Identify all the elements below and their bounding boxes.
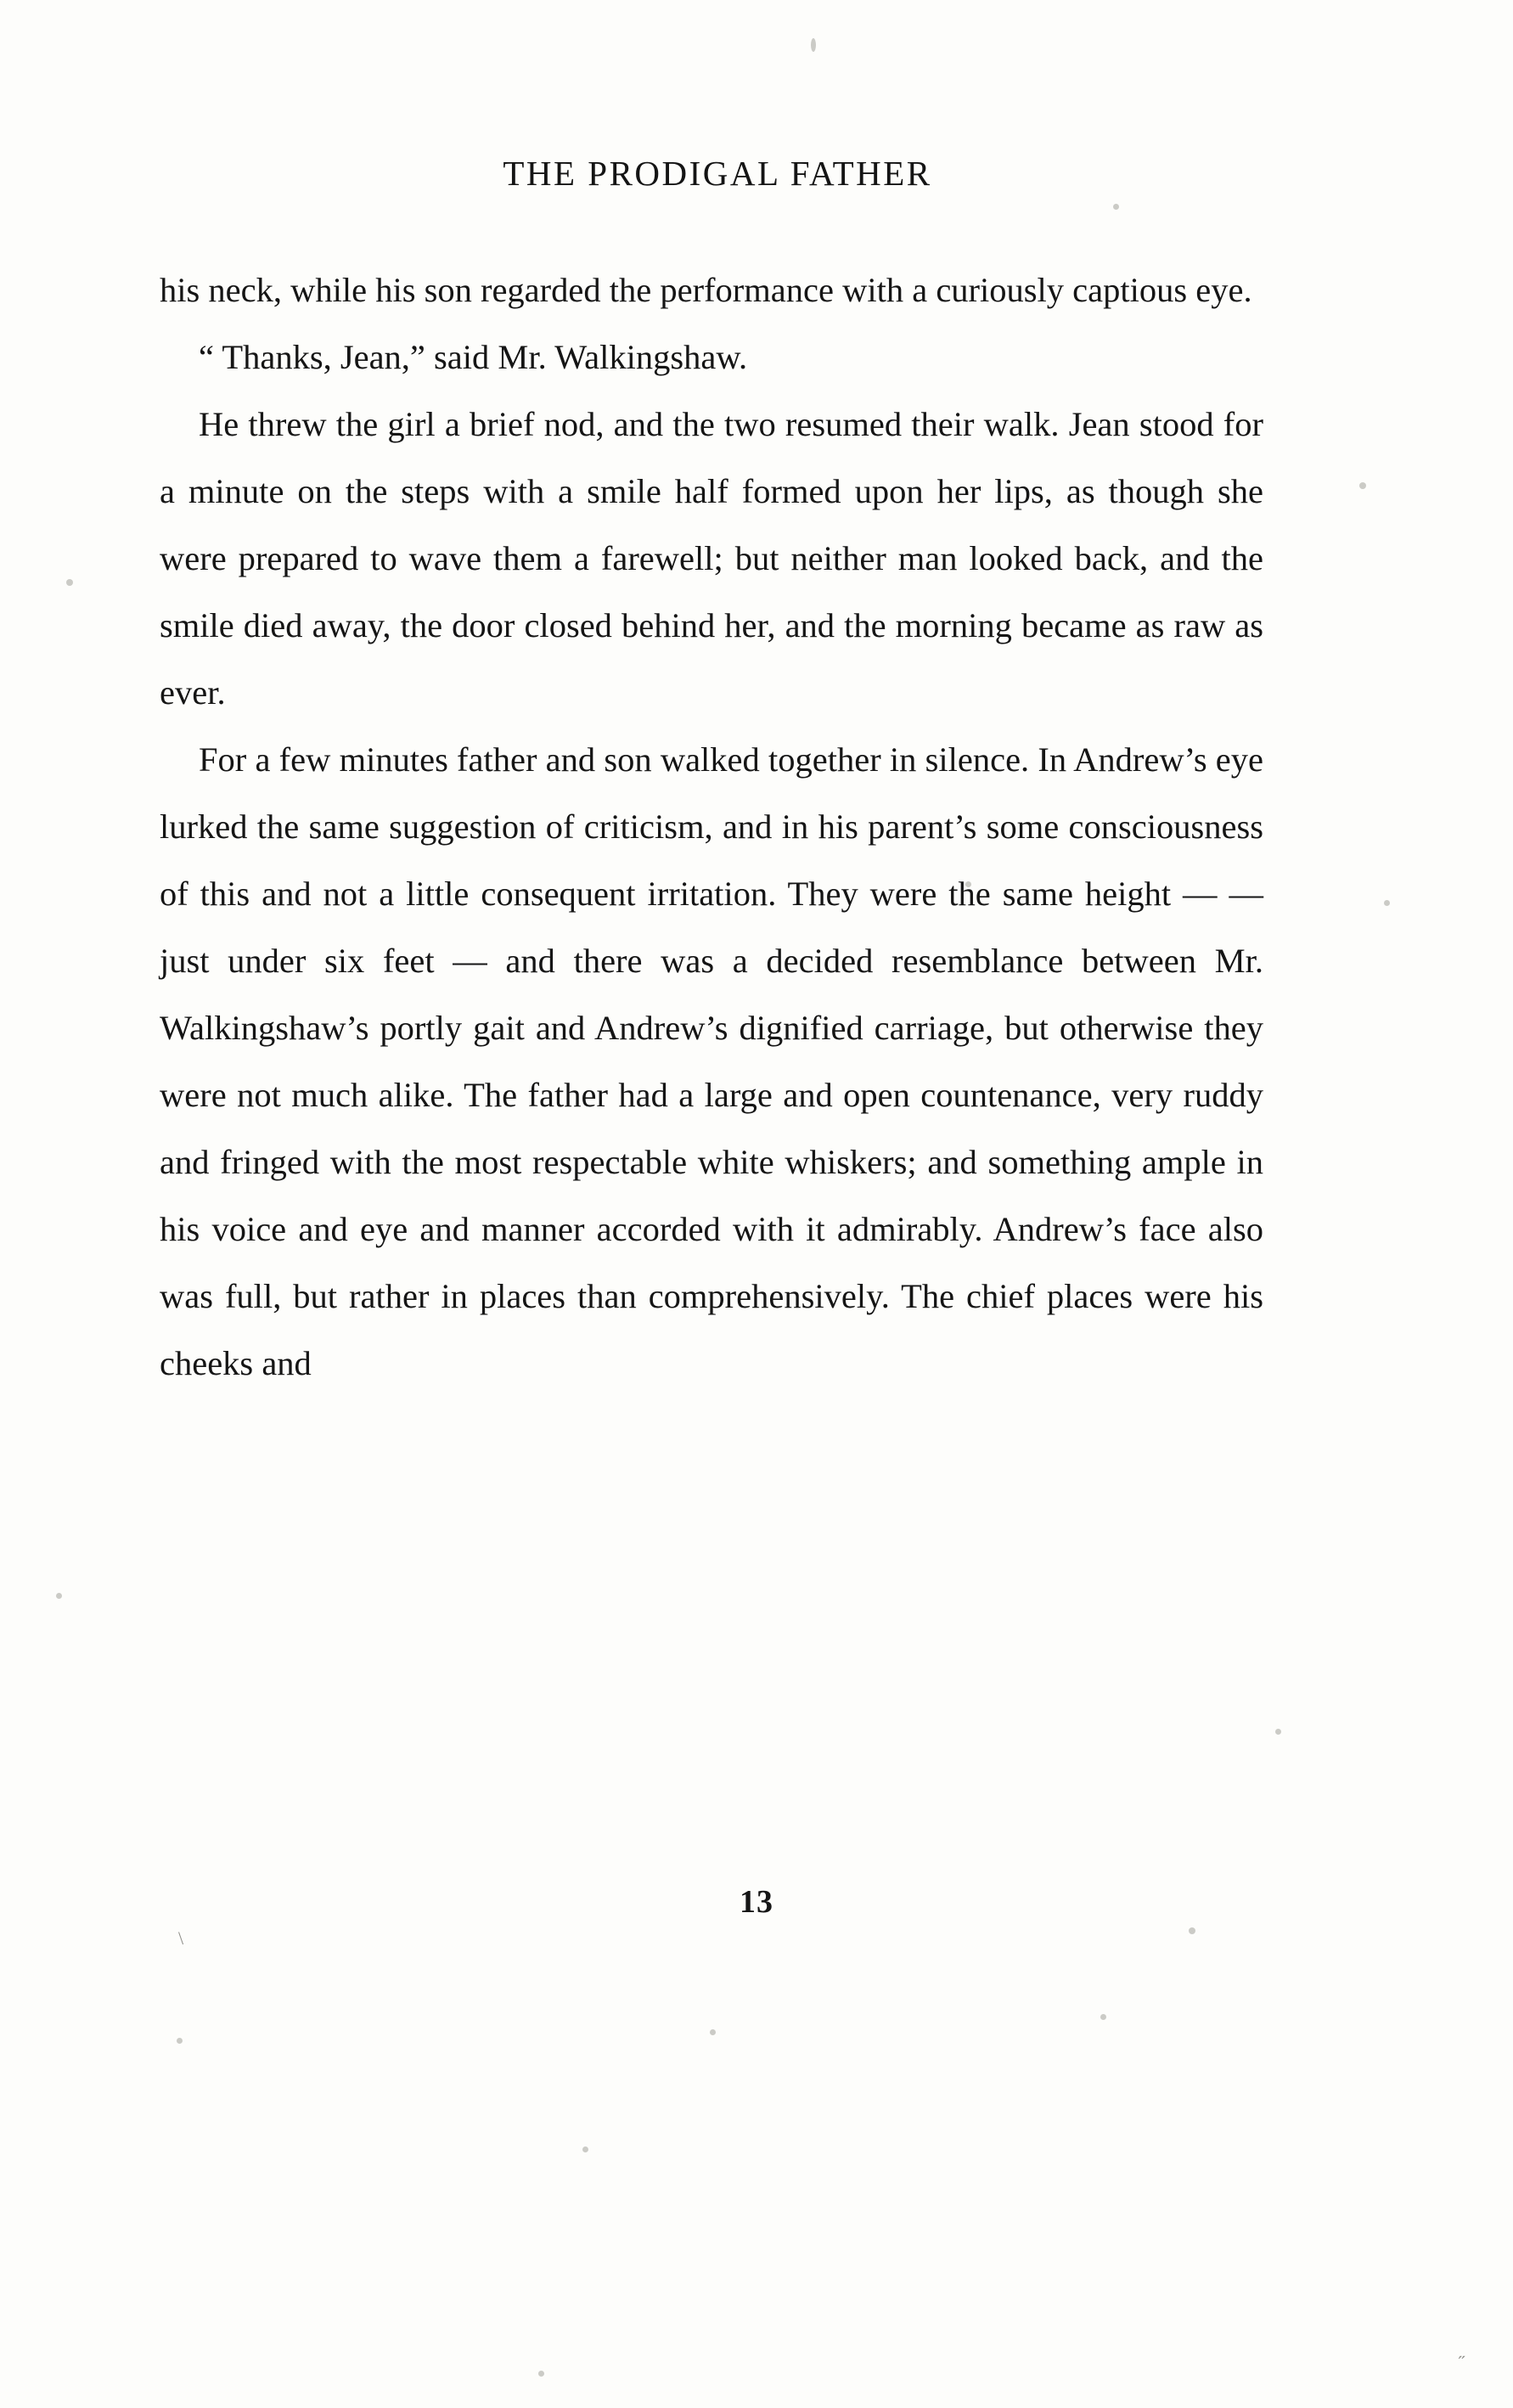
paragraph-text: “ Thanks, Jean,” said Mr. Walkingshaw. bbox=[199, 338, 748, 376]
scan-speck bbox=[582, 2146, 588, 2152]
paragraph bbox=[160, 324, 1263, 391]
paragraph-text: He threw the girl a brief nod, and the two resumed their walk. Jean stood for a minute on the steps with a smile half formed upon her lips, as though she were prepared to wave them a farewell; but neither man looked back, and the smile died away, the door closed behind her, and the morning became as raw as ever. bbox=[160, 405, 1263, 712]
page-title: THE PRODIGAL FATHER bbox=[503, 154, 932, 193]
scan-edge-mark: ˝ bbox=[1459, 2352, 1465, 2373]
body-text bbox=[160, 256, 1263, 1397]
scan-speck bbox=[1189, 1927, 1195, 1934]
scan-speck bbox=[66, 579, 73, 586]
page-content bbox=[160, 153, 1263, 1397]
scan-speck bbox=[1384, 900, 1390, 906]
scan-speck bbox=[1100, 2014, 1106, 2020]
page-number: 13 bbox=[740, 1884, 773, 1920]
scan-speck bbox=[177, 2038, 183, 2044]
scan-speck bbox=[56, 1593, 62, 1599]
scan-speck bbox=[710, 2029, 716, 2035]
paragraph bbox=[160, 256, 1263, 324]
paragraph bbox=[160, 391, 1263, 726]
scan-edge-mark: \ bbox=[178, 1927, 184, 1949]
scan-speck bbox=[538, 2371, 544, 2377]
scan-speck bbox=[1359, 482, 1366, 489]
paragraph bbox=[160, 726, 1263, 1397]
paragraph-text: For a few minutes father and son walked together in silence. In Andrew’s eye lurked the same suggestion of criticism, and in his parent’s some consciousness of this and not a little consequent irritation. They were the same height — — just under six feet — and there was a decided resemblance between Mr. Walkingshaw’s portly gait and Andrew’s dignified carriage, but otherwise they were not much alike. The father had a large and open countenance, very ruddy and fringed with the most respectable white whiskers; and something ample in his voice and eye and manner accorded with it admirably. Andrew’s face also was full, but rather in places than comprehensively. The chief places were his cheeks and bbox=[160, 740, 1263, 1382]
scan-speck bbox=[1275, 1729, 1281, 1735]
scan-speck bbox=[811, 38, 816, 52]
paragraph-text: his neck, while his son regarded the performance with a curiously captious eye. bbox=[160, 271, 1252, 309]
